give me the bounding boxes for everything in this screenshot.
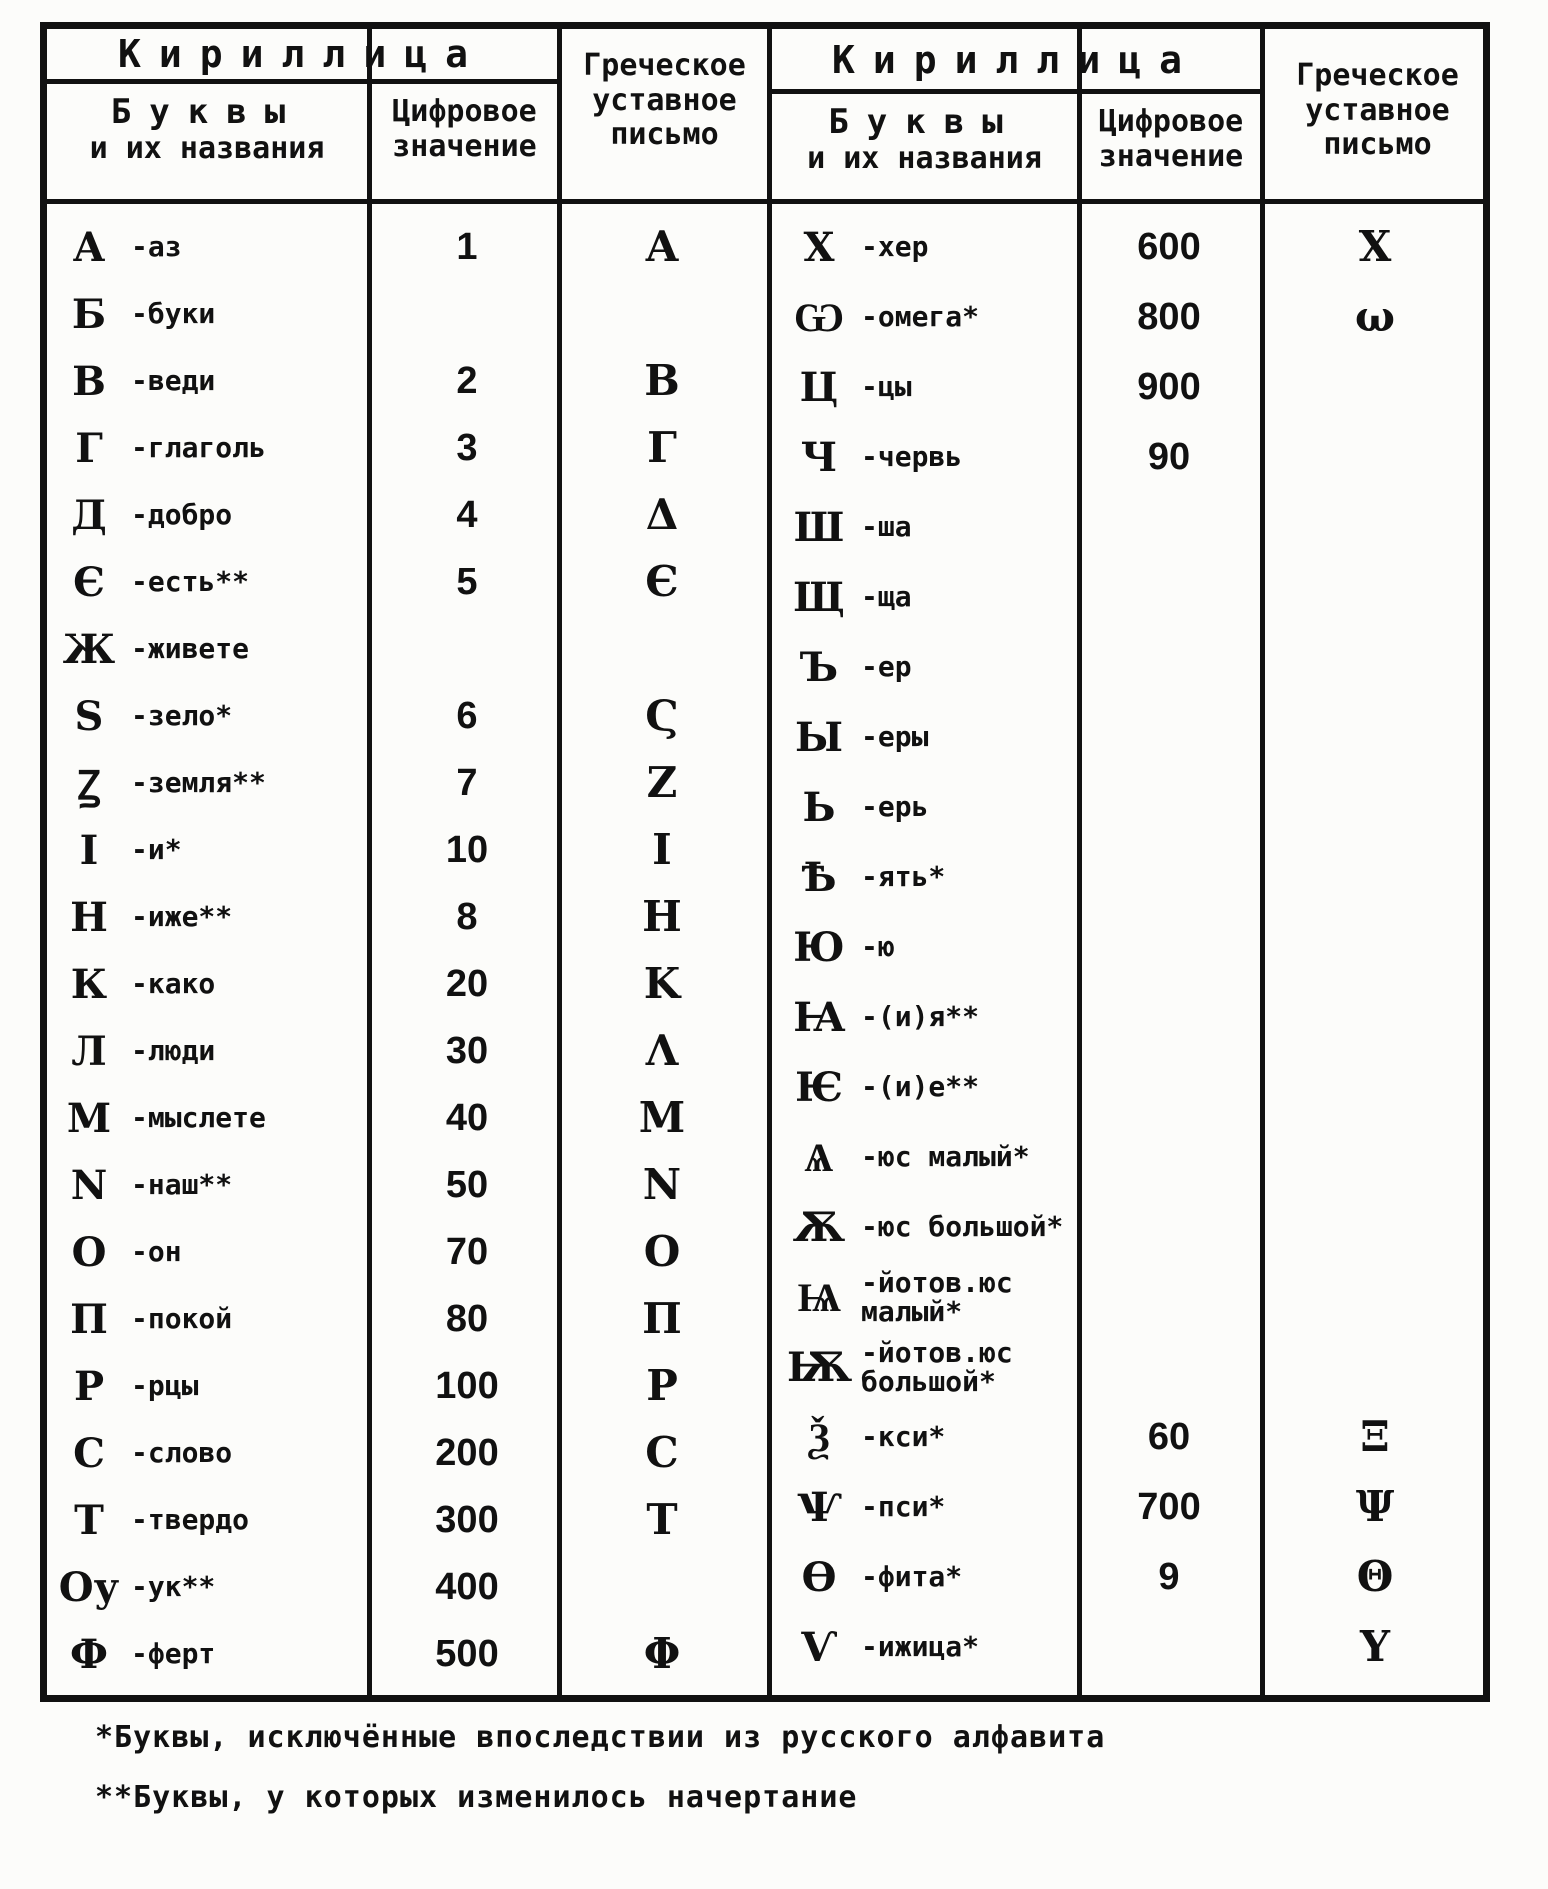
numeric-value: 500 bbox=[435, 1633, 499, 1675]
letter-name: -буки bbox=[131, 297, 216, 331]
table-row bbox=[787, 1547, 1081, 1607]
greek-letter: Ξ bbox=[1360, 1412, 1390, 1461]
letter-glyph: Ч bbox=[800, 433, 838, 481]
greek-letter: Ζ bbox=[646, 758, 678, 807]
letter-name: -еры bbox=[861, 720, 929, 754]
header-left-letters-block bbox=[47, 93, 367, 167]
letter-glyph: Ꙁ bbox=[77, 761, 101, 809]
letter-name: -ять* bbox=[861, 860, 946, 894]
letter-glyph: N bbox=[70, 1161, 108, 1209]
letter-glyph: І bbox=[79, 826, 99, 874]
numeric-value: 400 bbox=[435, 1566, 499, 1608]
letter-glyph: П bbox=[70, 1295, 108, 1343]
numeric-value: 30 bbox=[445, 1030, 489, 1072]
table-row bbox=[57, 1289, 361, 1349]
header-right-cyrillic: Кириллица bbox=[832, 38, 1200, 82]
greek-letter bbox=[562, 619, 762, 679]
letter-glyph: Ѥ bbox=[795, 1063, 843, 1111]
letter-name: -ук** bbox=[131, 1570, 216, 1604]
numeric-value bbox=[1089, 1127, 1249, 1187]
greek-letter bbox=[1275, 917, 1475, 977]
letter-name: -веди bbox=[131, 364, 216, 398]
greek-letter bbox=[1275, 427, 1475, 487]
letter-name: -аз bbox=[131, 230, 182, 264]
table-row bbox=[787, 1197, 1081, 1257]
numeric-value: 5 bbox=[456, 561, 478, 603]
letter-name: -юс малый* bbox=[861, 1140, 1030, 1174]
letter-name: -и* bbox=[131, 833, 182, 867]
header-left-letters: Буквы bbox=[110, 92, 304, 132]
greek-letter bbox=[1275, 777, 1475, 837]
numeric-value bbox=[1089, 1617, 1249, 1677]
header-left-cyrillic: Кириллица bbox=[118, 32, 486, 76]
table-row bbox=[57, 1624, 361, 1684]
numeric-value bbox=[1089, 637, 1249, 697]
greek-letter bbox=[1275, 987, 1475, 1047]
letter-glyph: С bbox=[73, 1429, 105, 1477]
table-row bbox=[787, 1057, 1081, 1117]
table-row bbox=[57, 1423, 361, 1483]
numeric-value bbox=[1089, 567, 1249, 627]
divider-h-right-sub bbox=[767, 89, 1260, 94]
numeric-value bbox=[1089, 1197, 1249, 1257]
greek-letter bbox=[562, 1557, 762, 1617]
greek-letter bbox=[1275, 1197, 1475, 1257]
table-row bbox=[787, 427, 1081, 487]
table-row bbox=[787, 987, 1081, 1047]
letter-glyph: М bbox=[66, 1094, 112, 1142]
table-row bbox=[57, 1021, 361, 1081]
numeric-value bbox=[1089, 1267, 1249, 1327]
letter-glyph: Щ bbox=[793, 573, 845, 621]
table-row bbox=[57, 686, 361, 746]
letter-glyph: Т bbox=[74, 1496, 104, 1544]
letter-name: -йотов.юс малый* bbox=[861, 1265, 1013, 1328]
letter-glyph: Ж bbox=[62, 625, 116, 673]
letter-name: -(и)е** bbox=[861, 1070, 980, 1104]
greek-letter: Ο bbox=[643, 1227, 681, 1276]
greek-letter bbox=[1275, 357, 1475, 417]
letter-name: -рцы bbox=[131, 1369, 199, 1403]
greek-letter: Κ bbox=[643, 959, 681, 1008]
letter-name: -твердо bbox=[131, 1503, 250, 1537]
table-row bbox=[787, 1267, 1081, 1327]
table-row bbox=[787, 1617, 1081, 1677]
table-row bbox=[787, 357, 1081, 417]
letter-name: -йотов.юс большой* bbox=[861, 1335, 1013, 1398]
numeric-value: 7 bbox=[456, 762, 478, 804]
letter-name: -кси* bbox=[861, 1420, 946, 1454]
header-right-letters-block bbox=[772, 103, 1077, 177]
divider-v3 bbox=[767, 29, 772, 1695]
greek-letter: С bbox=[645, 1428, 679, 1477]
table-row bbox=[57, 217, 361, 277]
letter-glyph: Є bbox=[73, 558, 105, 606]
letter-name: -есть** bbox=[131, 565, 250, 599]
greek-letter bbox=[1275, 1267, 1475, 1327]
table-row bbox=[57, 418, 361, 478]
greek-letter bbox=[1275, 497, 1475, 557]
numeric-value: 2 bbox=[456, 360, 478, 402]
numeric-value: 80 bbox=[445, 1298, 489, 1340]
table-row bbox=[787, 567, 1081, 627]
table-row bbox=[787, 917, 1081, 977]
letter-glyph: Л bbox=[71, 1027, 107, 1075]
letter-glyph: Ѫ bbox=[792, 1203, 846, 1251]
header-right-greek: Греческое уставное письмо bbox=[1296, 58, 1459, 162]
greek-letter: Θ bbox=[1356, 1552, 1394, 1601]
divider-v1 bbox=[367, 29, 372, 1695]
letter-name: -зело* bbox=[131, 699, 233, 733]
letter-glyph: Ю bbox=[793, 923, 845, 971]
letter-name: -земля** bbox=[131, 766, 266, 800]
letter-glyph: Ѧ bbox=[804, 1133, 834, 1181]
letter-glyph: Ѱ bbox=[797, 1483, 841, 1531]
numeric-value bbox=[1089, 707, 1249, 767]
table-row bbox=[57, 1155, 361, 1215]
letter-glyph: Г bbox=[75, 424, 103, 472]
header-left-numeric: Цифровое значение bbox=[392, 94, 537, 164]
letter-name: -цы bbox=[861, 370, 912, 404]
letter-name: -мыслете bbox=[131, 1101, 266, 1135]
numeric-value: 100 bbox=[435, 1365, 499, 1407]
letter-name: -иже** bbox=[131, 900, 233, 934]
divider-h-left-sub bbox=[47, 79, 557, 84]
greek-letter: Φ bbox=[643, 1629, 681, 1678]
header-right-letters: Буквы bbox=[828, 102, 1021, 142]
table-row bbox=[787, 707, 1081, 767]
numeric-value bbox=[387, 619, 547, 679]
greek-letter: Ν bbox=[642, 1160, 682, 1209]
letter-glyph: Ѳ bbox=[801, 1553, 837, 1601]
numeric-value bbox=[1089, 847, 1249, 907]
greek-letter: Ρ bbox=[646, 1361, 678, 1410]
numeric-value: 20 bbox=[445, 963, 489, 1005]
numeric-value bbox=[1089, 917, 1249, 977]
greek-letter: Β bbox=[644, 356, 680, 405]
letter-glyph: Д bbox=[71, 491, 107, 539]
header-right-numeric: Цифровое значение bbox=[1098, 104, 1244, 174]
greek-letter bbox=[562, 284, 762, 344]
greek-letter: Μ bbox=[638, 1093, 686, 1142]
table-row bbox=[57, 1356, 361, 1416]
letter-name: -фита* bbox=[861, 1560, 963, 1594]
letter-glyph: А bbox=[72, 223, 106, 271]
letter-glyph: Ф bbox=[70, 1630, 108, 1678]
letter-name: -ю bbox=[861, 930, 895, 964]
table-row bbox=[57, 1490, 361, 1550]
greek-letter: Δ bbox=[645, 490, 679, 539]
footnote-removed: *Буквы, исключённые впоследствии из русского алфавита bbox=[95, 1720, 1106, 1755]
letter-name: -добро bbox=[131, 498, 233, 532]
numeric-value: 600 bbox=[1137, 226, 1201, 268]
letter-name: -ерь bbox=[861, 790, 929, 824]
numeric-value bbox=[1089, 777, 1249, 837]
numeric-value: 50 bbox=[445, 1164, 489, 1206]
numeric-value: 200 bbox=[435, 1432, 499, 1474]
greek-letter: Ϛ bbox=[645, 691, 679, 740]
header-right-letters-sub: и их названия bbox=[807, 141, 1042, 177]
letter-name: -слово bbox=[131, 1436, 233, 1470]
table-row bbox=[57, 552, 361, 612]
letter-glyph: Ꙗ bbox=[793, 993, 845, 1041]
table-row bbox=[57, 887, 361, 947]
table-row bbox=[57, 1557, 361, 1617]
greek-letter bbox=[1275, 567, 1475, 627]
letter-name: -како bbox=[131, 967, 216, 1001]
letter-name: -покой bbox=[131, 1302, 233, 1336]
letter-glyph: Х bbox=[803, 223, 835, 271]
numeric-value: 800 bbox=[1137, 296, 1201, 338]
alphabet-table bbox=[40, 22, 1490, 1702]
numeric-value: 6 bbox=[456, 695, 478, 737]
greek-letter: Λ bbox=[645, 1026, 679, 1075]
letter-name: -червь bbox=[861, 440, 963, 474]
letter-glyph: Ш bbox=[793, 503, 845, 551]
letter-glyph: Ѵ bbox=[800, 1623, 838, 1671]
header-left-greek: Греческое уставное письмо bbox=[583, 48, 746, 152]
greek-letter bbox=[1275, 1127, 1475, 1187]
numeric-value bbox=[1089, 497, 1249, 557]
letter-name: -хер bbox=[861, 230, 929, 264]
numeric-value bbox=[387, 284, 547, 344]
table-row bbox=[787, 217, 1081, 277]
greek-letter: Ψ bbox=[1355, 1482, 1395, 1531]
greek-letter: Є bbox=[645, 557, 679, 606]
table-row bbox=[57, 351, 361, 411]
numeric-value: 10 bbox=[445, 829, 489, 871]
letter-glyph: К bbox=[70, 960, 108, 1008]
letter-glyph: Ѡ bbox=[793, 293, 845, 341]
numeric-value: 90 bbox=[1147, 436, 1191, 478]
table-row bbox=[57, 753, 361, 813]
letter-glyph: Ц bbox=[799, 363, 839, 411]
greek-letter bbox=[1275, 707, 1475, 767]
table-row bbox=[787, 1337, 1081, 1397]
table-row bbox=[57, 284, 361, 344]
table-row bbox=[57, 485, 361, 545]
table-row bbox=[787, 777, 1081, 837]
greek-letter: Υ bbox=[1360, 1622, 1390, 1671]
letter-glyph: Ѭ bbox=[787, 1343, 853, 1391]
letter-glyph: Ѯ bbox=[808, 1413, 830, 1461]
greek-letter: Τ bbox=[646, 1495, 678, 1544]
table-row bbox=[57, 1088, 361, 1148]
table-row bbox=[787, 637, 1081, 697]
table-row bbox=[787, 287, 1081, 347]
greek-letter: Γ bbox=[647, 423, 677, 472]
table-row bbox=[787, 1407, 1081, 1467]
letter-name: -живете bbox=[131, 632, 250, 666]
numeric-value: 60 bbox=[1147, 1416, 1191, 1458]
letter-glyph: О bbox=[71, 1228, 107, 1276]
greek-letter: Η bbox=[642, 892, 682, 941]
greek-letter bbox=[1275, 637, 1475, 697]
letter-glyph: В bbox=[72, 357, 106, 405]
numeric-value bbox=[1089, 1057, 1249, 1117]
greek-letter: Π bbox=[642, 1294, 682, 1343]
letter-glyph: Р bbox=[73, 1362, 105, 1410]
letter-glyph: Ь bbox=[802, 783, 836, 831]
numeric-value: 70 bbox=[445, 1231, 489, 1273]
divider-h-header bbox=[47, 199, 1490, 204]
letter-name: -ша bbox=[861, 510, 912, 544]
numeric-value: 300 bbox=[435, 1499, 499, 1541]
table-row bbox=[787, 497, 1081, 557]
letter-glyph: Б bbox=[71, 290, 107, 338]
greek-letter bbox=[1275, 1057, 1475, 1117]
greek-letter: Χ bbox=[1358, 222, 1392, 271]
greek-letter: ω bbox=[1355, 292, 1395, 341]
divider-v5 bbox=[1260, 29, 1265, 1695]
letter-name: -ща bbox=[861, 580, 912, 614]
numeric-value bbox=[1089, 1337, 1249, 1397]
greek-letter bbox=[1275, 1337, 1475, 1397]
letter-name: -юс большой* bbox=[861, 1210, 1064, 1244]
letter-glyph: Ы bbox=[794, 713, 844, 761]
letter-name: -ер bbox=[861, 650, 912, 684]
letter-name: -(и)я** bbox=[861, 1000, 980, 1034]
letter-glyph: Ѕ bbox=[74, 692, 104, 740]
letter-name: -люди bbox=[131, 1034, 216, 1068]
numeric-value: 8 bbox=[456, 896, 478, 938]
numeric-value: 900 bbox=[1137, 366, 1201, 408]
greek-letter bbox=[1275, 847, 1475, 907]
letter-glyph: Оу bbox=[58, 1563, 120, 1611]
letter-name: -он bbox=[131, 1235, 182, 1269]
letter-name: -ферт bbox=[131, 1637, 216, 1671]
letter-name: -наш** bbox=[131, 1168, 233, 1202]
numeric-value: 4 bbox=[456, 494, 478, 536]
numeric-value bbox=[1089, 987, 1249, 1047]
table-row bbox=[787, 847, 1081, 907]
table-row bbox=[57, 954, 361, 1014]
letter-name: -омега* bbox=[861, 300, 980, 334]
greek-letter: Ι bbox=[652, 825, 672, 874]
table-row bbox=[787, 1477, 1081, 1537]
letter-name: -ижица* bbox=[861, 1630, 980, 1664]
numeric-value: 9 bbox=[1158, 1556, 1180, 1598]
numeric-value: 40 bbox=[445, 1097, 489, 1139]
table-row bbox=[57, 619, 361, 679]
numeric-value: 1 bbox=[456, 226, 478, 268]
letter-glyph: Ъ bbox=[799, 643, 839, 691]
letter-name: -глаголь bbox=[131, 431, 266, 465]
greek-letter: Α bbox=[645, 222, 679, 271]
table-row bbox=[57, 820, 361, 880]
letter-glyph: Н bbox=[70, 893, 108, 941]
header-left-letters-sub: и их названия bbox=[89, 131, 325, 167]
letter-name: -пси* bbox=[861, 1490, 946, 1524]
table-row bbox=[57, 1222, 361, 1282]
letter-glyph: Ѣ bbox=[801, 853, 837, 901]
table-row bbox=[787, 1127, 1081, 1187]
numeric-value: 3 bbox=[456, 427, 478, 469]
footnote-changed: **Буквы, у которых изменилось начертание bbox=[95, 1780, 858, 1815]
numeric-value: 700 bbox=[1137, 1486, 1201, 1528]
letter-glyph: Ѩ bbox=[797, 1273, 841, 1321]
